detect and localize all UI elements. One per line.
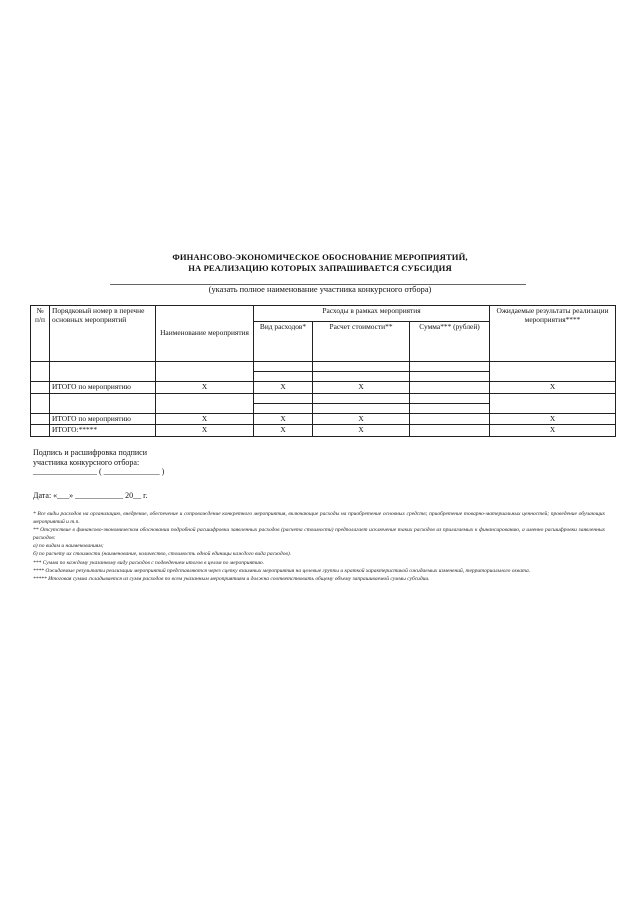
table-cell bbox=[31, 382, 50, 394]
table-cell bbox=[490, 362, 616, 382]
x-mark: X bbox=[313, 425, 410, 437]
header-expenses: Расходы в рамках мероприятия bbox=[254, 306, 490, 322]
x-mark: X bbox=[254, 425, 313, 437]
footnote: ** Отсутствие в финансово-экономическом обосновании подробной расшифровки заявленных расходов (расчета стоимости) предполагает исключение таких расходов из прилагаемых к финансированию, а именно расшифровки заявленных расходов: bbox=[33, 527, 605, 542]
total-label: ИТОГО по мероприятию bbox=[50, 413, 156, 425]
total-row bbox=[31, 382, 616, 394]
date-line: Дата: «___» ____________ 20__ г. bbox=[33, 491, 148, 500]
table-cell bbox=[31, 425, 50, 437]
grand-total-label: ИТОГО:***** bbox=[50, 425, 156, 437]
x-mark: X bbox=[156, 425, 254, 437]
footnotes bbox=[33, 510, 605, 583]
document-title bbox=[0, 252, 640, 274]
header-name: Наименование мероприятия bbox=[156, 306, 254, 362]
table-cell bbox=[31, 413, 50, 425]
table-cell bbox=[410, 413, 490, 425]
signature-line-2: участника конкурсного отбора: bbox=[33, 457, 140, 467]
total-label: ИТОГО по мероприятию bbox=[50, 382, 156, 394]
signature-block bbox=[33, 448, 164, 477]
table-cell bbox=[254, 393, 313, 403]
header-kind: Вид расходов* bbox=[254, 322, 313, 362]
header-order: Порядковый номер в перечне основных мероприятий bbox=[50, 306, 156, 362]
table-cell bbox=[313, 362, 410, 372]
x-mark: X bbox=[490, 413, 616, 425]
signature-line-1: Подпись и расшифровка подписи bbox=[33, 448, 147, 457]
table-cell bbox=[254, 372, 313, 382]
table-cell bbox=[313, 403, 410, 413]
table-cell bbox=[410, 372, 490, 382]
table-cell bbox=[410, 362, 490, 372]
table-cell bbox=[410, 382, 490, 394]
title-line-2: НА РЕАЛИЗАЦИЮ КОТОРЫХ ЗАПРАШИВАЕТСЯ СУБСИДИЯ bbox=[188, 263, 452, 273]
x-mark: X bbox=[156, 413, 254, 425]
grand-total-row bbox=[31, 425, 616, 437]
table-cell bbox=[254, 362, 313, 372]
table-cell bbox=[410, 393, 490, 403]
table-row bbox=[31, 393, 616, 403]
header-sum: Сумма*** (рублей) bbox=[410, 322, 490, 362]
table-cell bbox=[410, 403, 490, 413]
footnote: **** Ожидаемые результаты реализации мероприятий представляются через сцепку взаимных мероприятия на целевые группы и краткой характеристикой ожидаемых изменений, территориального охвата. bbox=[33, 567, 531, 574]
table-cell bbox=[313, 372, 410, 382]
table-cell bbox=[50, 393, 156, 413]
table-cell bbox=[156, 362, 254, 382]
table-cell bbox=[156, 393, 254, 413]
header-num: № п/п bbox=[31, 306, 50, 362]
financial-table bbox=[30, 305, 616, 437]
table-cell bbox=[50, 362, 156, 382]
table-cell bbox=[31, 362, 50, 382]
x-mark: X bbox=[254, 382, 313, 394]
x-mark: X bbox=[254, 413, 313, 425]
table-cell bbox=[313, 393, 410, 403]
total-row bbox=[31, 413, 616, 425]
footnote: *** Сумма по каждому указанному виду расходов с подведением итогов в целом по мероприятию. bbox=[33, 559, 264, 566]
participant-name-caption: (указать полное наименование участника конкурсного отбора) bbox=[208, 285, 432, 294]
x-mark: X bbox=[156, 382, 254, 394]
footnote: ***** Итоговая сумма складывается из сумм расходов по всем указанным мероприятиям и должна соответствовать общему объему запрашиваемой суммы субсидии. bbox=[33, 575, 430, 582]
header-calc: Расчет стоимости** bbox=[313, 322, 410, 362]
header-results: Ожидаемые результаты реализации мероприятия**** bbox=[490, 306, 616, 362]
x-mark: X bbox=[490, 382, 616, 394]
table-cell bbox=[490, 393, 616, 413]
table-cell bbox=[410, 425, 490, 437]
x-mark: X bbox=[490, 425, 616, 437]
footnote: б) по расчету их стоимости (наименование, количество, стоимость одной единицы каждого вида расходов). bbox=[33, 551, 292, 558]
signature-line-3: ________________ ( ______________ ) bbox=[33, 467, 165, 477]
footnote: а) по видам и наименованиям; bbox=[33, 543, 104, 550]
x-mark: X bbox=[313, 413, 410, 425]
table-row bbox=[31, 362, 616, 372]
footnote: * Все виды расходов на организацию, внедрение, обеспечение и сопровождение конкретного мероприятия, включающие расходы на приобретение основных средств; приобретение товарно-материальных ценностей; проведение обучающих мероприятий и т.п. bbox=[33, 511, 605, 526]
title-line-1: ФИНАНСОВО-ЭКОНОМИЧЕСКОЕ ОБОСНОВАНИЕ МЕРОПРИЯТИЙ, bbox=[172, 252, 468, 262]
x-mark: X bbox=[313, 382, 410, 394]
table-cell bbox=[254, 403, 313, 413]
table-cell bbox=[31, 393, 50, 413]
